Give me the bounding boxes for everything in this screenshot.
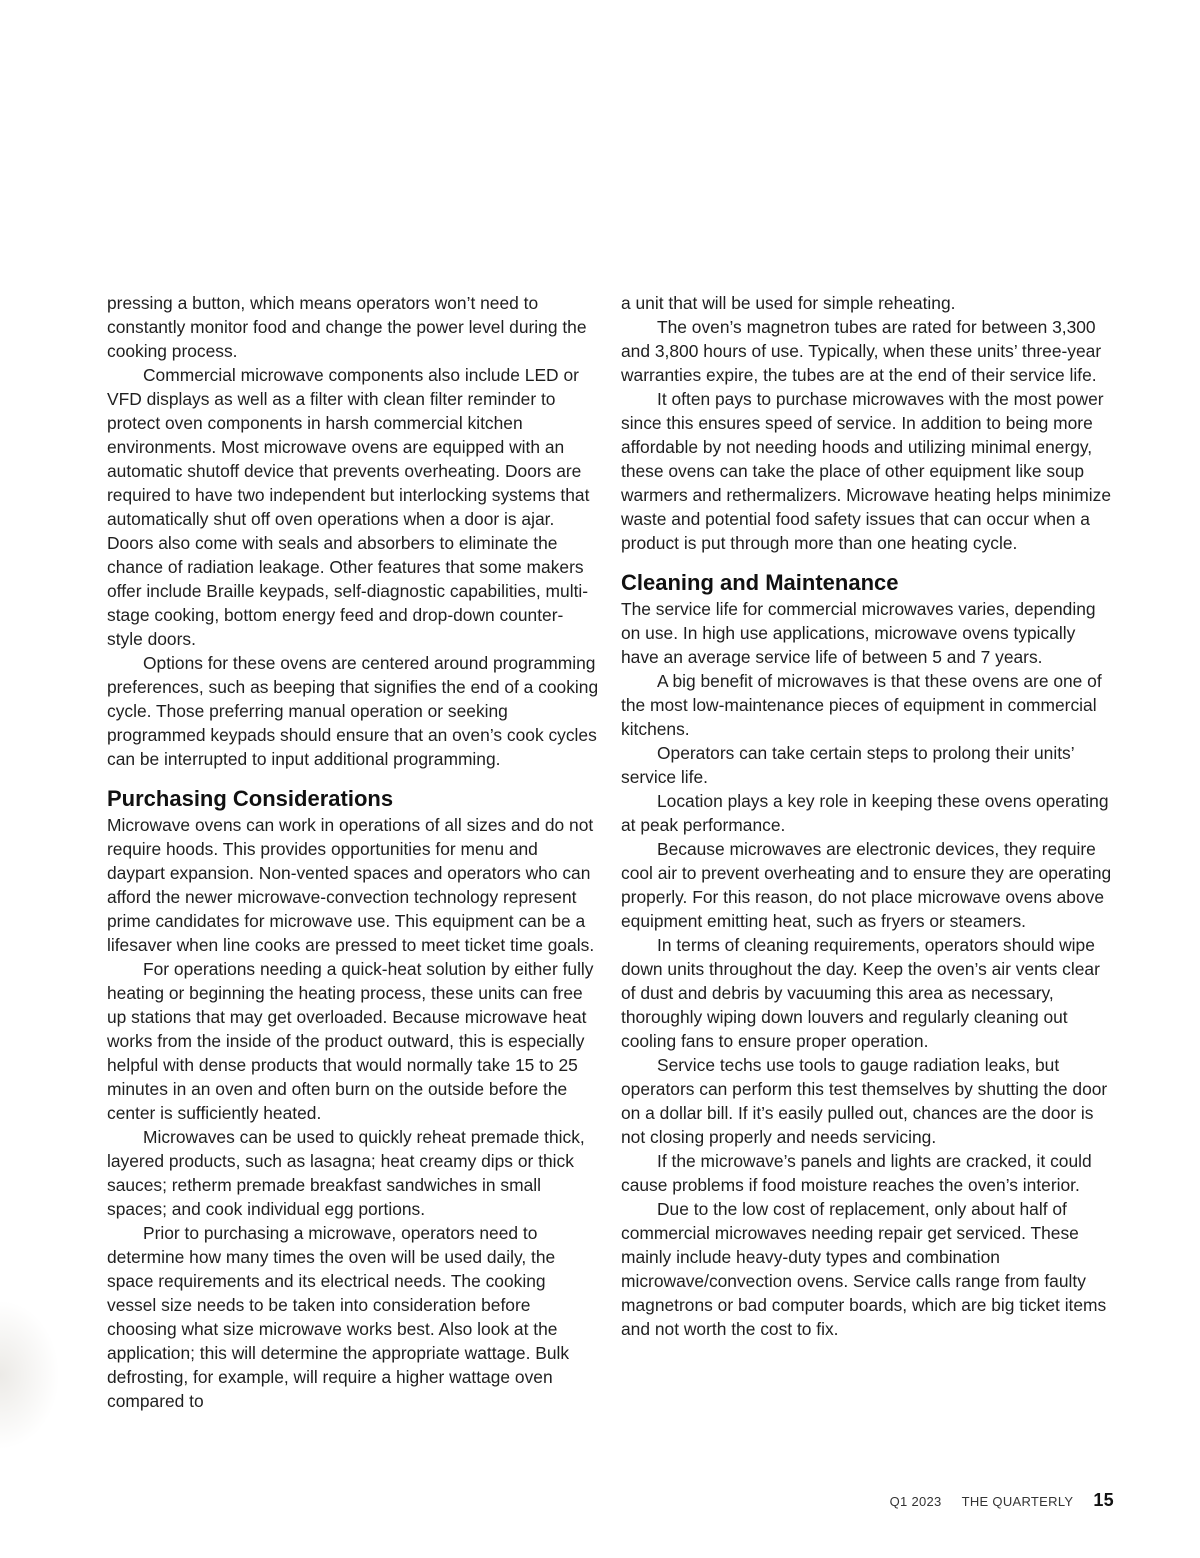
section-heading-cleaning: Cleaning and Maintenance: [621, 570, 899, 595]
paragraph: If the microwave’s panels and lights are cracked, it could cause problems if food moisture reaches the oven’s interior.: [621, 1151, 1092, 1195]
paragraph: Service techs use tools to gauge radiation leaks, but operators can perform this test themselves by shutting the door on a dollar bill. If it’s easily pulled out, chances are the door is not closing properly and needs servicing.: [621, 1055, 1108, 1147]
paragraph: Because microwaves are electronic devices, they require cool air to prevent overheating and to ensure they are operating properly. For this reason, do not place microwave ovens above equipment emitting heat, such as fryers or steamers.: [621, 839, 1112, 931]
paragraph: a unit that will be used for simple reheating.: [621, 293, 956, 313]
paragraph: It often pays to purchase microwaves with the most power since this ensures speed of service. In addition to being more affordable by not needing hoods and utilizing minimal energy, these ovens can take the place of other equipment like soup warmers and rethermalizers. Microwave heating helps minimize waste and potential food safety issues that can occur when a product is put through more than one heating cycle.: [621, 389, 1112, 553]
paragraph: pressing a button, which means operators won’t need to constantly monitor food and change the power level during the cooking process.: [107, 293, 587, 361]
paragraph: Microwave ovens can work in operations of all sizes and do not require hoods. This provides opportunities for menu and daypart expansion. Non-vented spaces and operators who can afford the newer microwave-convection technology represent prime candidates for microwave use. This equipment can be a lifesaver when line cooks are pressed to meet ticket time goals.: [107, 815, 595, 955]
right-column: [621, 291, 1113, 1341]
paragraph: In terms of cleaning requirements, operators should wipe down units throughout the day. Keep the oven’s air vents clear of dust and debris by vacuuming this area as necessary, thoroughly wiping down louvers and regularly cleaning out cooling fans to ensure proper operation.: [621, 935, 1100, 1051]
page-footer: [890, 1490, 1114, 1511]
paragraph: Microwaves can be used to quickly reheat premade thick, layered products, such as lasagna; heat creamy dips or thick sauces; retherm premade breakfast sandwiches in small spaces; and cook individual egg portions.: [107, 1127, 585, 1219]
paragraph: Options for these ovens are centered around programming preferences, such as beeping that signifies the end of a cooking cycle. Those preferring manual operation or seeking programmed keypads should ensure that an oven’s cook cycles can be interrupted to input additional programming.: [107, 653, 599, 769]
page-number: 15: [1093, 1490, 1114, 1510]
issue-label: Q1 2023: [889, 1494, 942, 1509]
paragraph: The oven’s magnetron tubes are rated for between 3,300 and 3,800 hours of use. Typically, when these units’ three-year warranties expire, the tubes are at the end of their service life.: [621, 317, 1102, 385]
publication-name: THE QUARTERLY: [961, 1494, 1074, 1509]
paragraph: Location plays a key role in keeping these ovens operating at peak performance.: [621, 791, 1109, 835]
paragraph: Prior to purchasing a microwave, operators need to determine how many times the oven will be used daily, the space requirements and its electrical needs. The cooking vessel size needs to be taken into consideration before choosing what size microwave works best. Also look at the application; this will determine the appropriate wattage. Bulk defrosting, for example, will require a higher wattage oven compared to: [107, 1223, 570, 1411]
page-edge-shadow: [0, 1300, 60, 1450]
left-column: [107, 291, 599, 1413]
paragraph: A big benefit of microwaves is that these ovens are one of the most low-maintenance pieces of equipment in commercial kitchens.: [621, 671, 1102, 739]
paragraph: Due to the low cost of replacement, only about half of commercial microwaves needing repair get serviced. These mainly include heavy-duty types and combination microwave/convection ovens. Service calls range from faulty magnetrons or bad computer boards, which are big ticket items and not worth the cost to fix.: [621, 1199, 1107, 1339]
section-heading-purchasing: Purchasing Considerations: [107, 786, 394, 811]
paragraph: Operators can take certain steps to prolong their units’ service life.: [621, 743, 1074, 787]
paragraph: The service life for commercial microwaves varies, depending on use. In high use applications, microwave ovens typically have an average service life of between 5 and 7 years.: [621, 599, 1096, 667]
paragraph: For operations needing a quick-heat solution by either fully heating or beginning the heating process, these units can free up stations that may get overloaded. Because microwave heat works from the inside of the product outward, this is especially helpful with dense products that would normally take 15 to 25 minutes in an oven and often burn on the outside before the center is sufficiently heated.: [107, 959, 594, 1123]
paragraph: Commercial microwave components also include LED or VFD displays as well as a filter with clean filter reminder to protect oven components in harsh commercial kitchen environments. Most microwave ovens are equipped with an automatic shutoff device that prevents overheating. Doors are required to have two independent but interlocking systems that automatically shut off oven operations when a door is ajar. Doors also come with seals and absorbers to eliminate the chance of radiation leakage. Other features that some makers offer include Braille keypads, self-diagnostic capabilities, multi-stage cooking, bottom energy feed and drop-down counter-style doors.: [107, 365, 590, 649]
